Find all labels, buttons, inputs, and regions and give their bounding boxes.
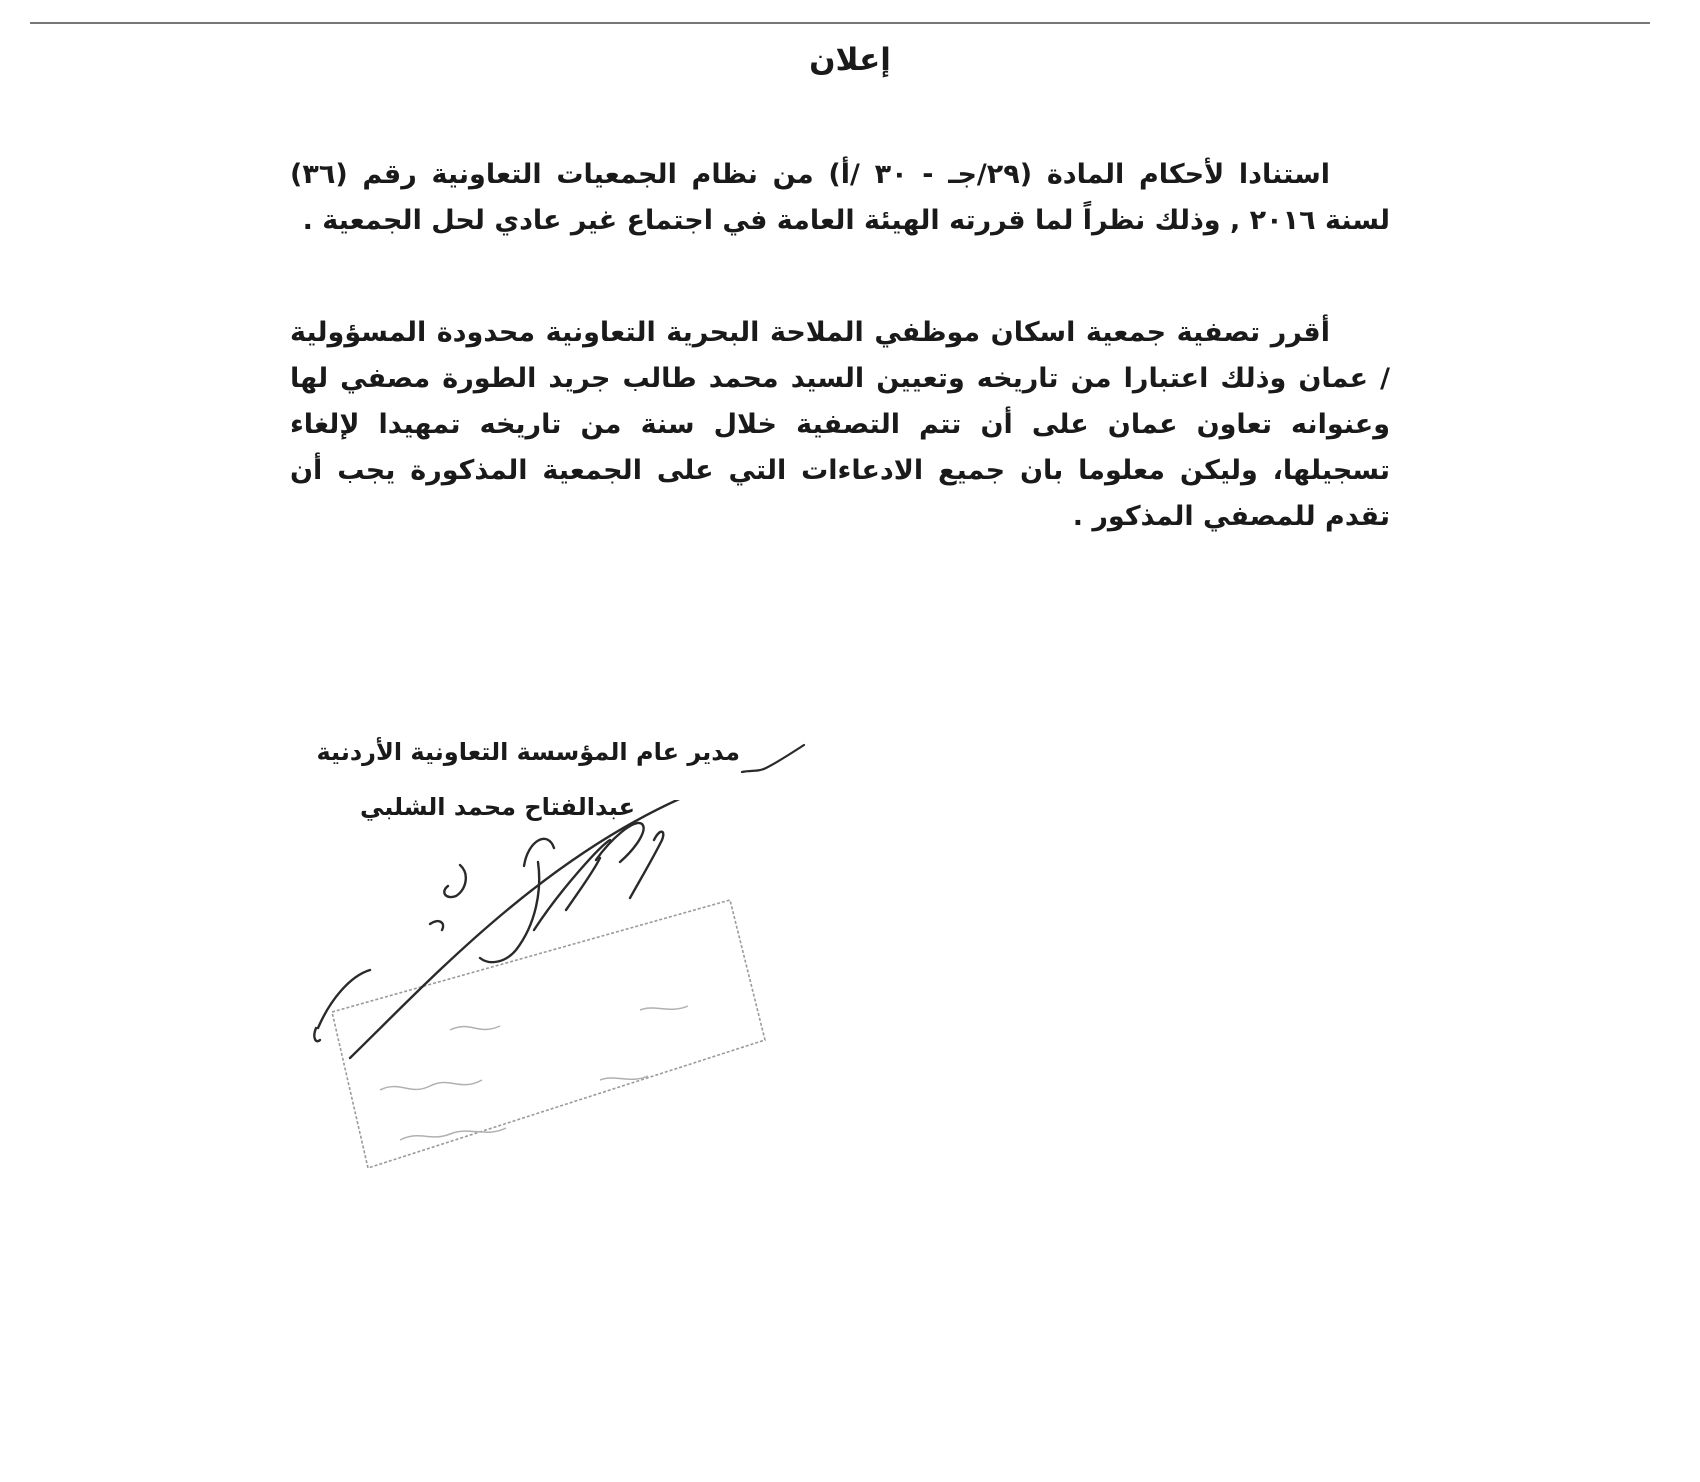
signatory-name: عبدالفتاح محمد الشلبي <box>359 793 635 821</box>
document-title: إعلان <box>809 42 891 78</box>
signature-and-stamp <box>310 800 780 1180</box>
handwritten-signature <box>314 800 686 1058</box>
pen-tick-mark <box>740 742 806 776</box>
paragraph-legal-basis: استنادا لأحكام المادة (٢٩/جـ - ٣٠ /أ) من نظام الجمعيات التعاونية رقم (٣٦) لسنة ٢٠١٦ , وذلك نظراً لما قررته الهيئة العامة في اجتماع غير عادي لحل الجمعية . <box>290 159 1390 236</box>
signatory-title: مدير عام المؤسسة التعاونية الأردنية <box>316 738 740 766</box>
top-rule <box>30 22 1650 24</box>
official-stamp <box>332 900 765 1168</box>
paragraph-liquidation-decision: أقرر تصفية جمعية اسكان موظفي الملاحة البحرية التعاونية محدودة المسؤولية / عمان وذلك اعتبارا من تاريخه وتعيين السيد محمد طالب جريد الطورة مصفي لها وعنوانه تعاون عمان على أن تتم التصفية خلال سنة من تاريخه تمهيدا لإلغاء تسجيلها، وليكن معلوما بان جميع الادعاءات التي على الجمعية المذكورة يجب أن تقدم للمصفي المذكور . <box>290 317 1390 532</box>
